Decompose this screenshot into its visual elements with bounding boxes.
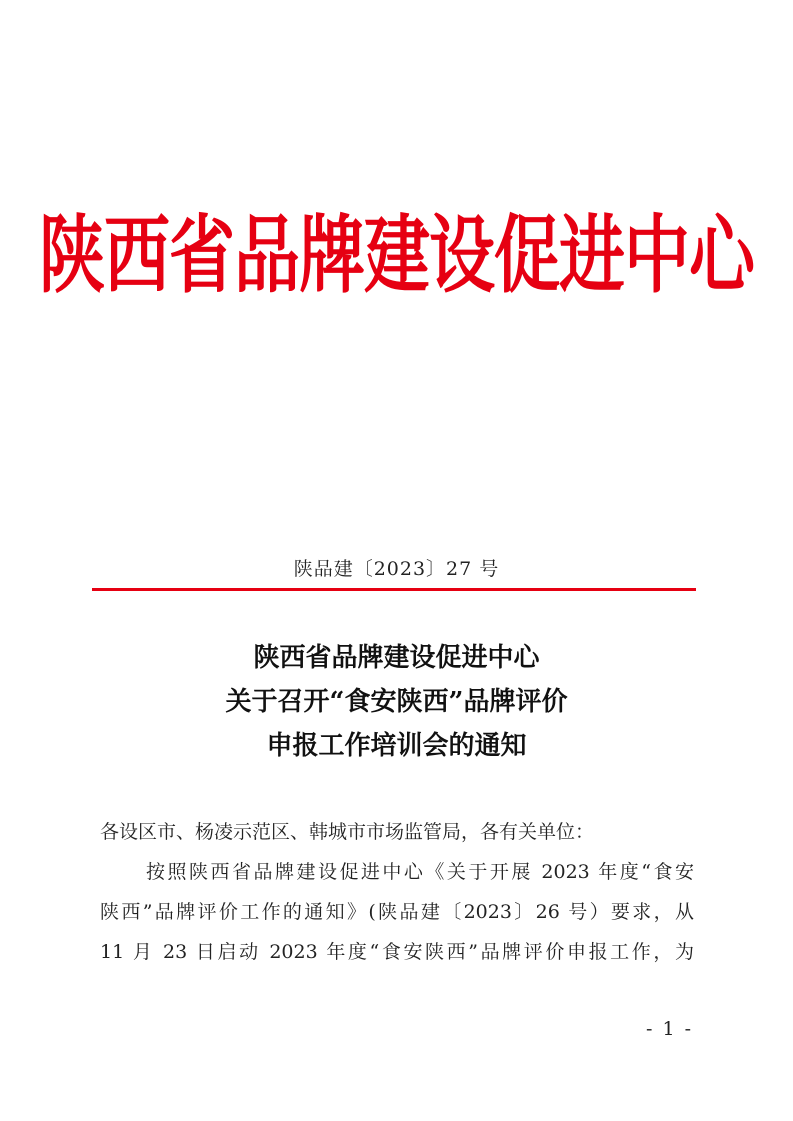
title-line-3: 申报工作培训会的通知 [266,731,527,761]
paragraph-line: 按照陕西省品牌建设促进中心《关于开展 2023 年度“食安 [146,861,694,883]
salutation: 各设区市、杨凌示范区、韩城市市场监管局，各有关单位： [100,821,595,843]
title-line-2: 关于召开“食安陕西”品牌评价 [225,687,568,717]
paragraph-line: 陕西”品牌评价工作的通知》(陕品建〔2023〕26 号）要求，从 [100,901,694,923]
document-number: 陕品建〔2023〕27 号 [293,558,500,580]
page-number: - 1 - [645,1018,693,1040]
masthead-org-name: 陕西省品牌建设促进中心 [39,205,754,305]
paragraph-line: 11 月 23 日启动 2023 年度“食安陕西”品牌评价申报工作，为 [100,941,694,963]
red-divider-line [92,588,696,591]
title-line-1: 陕西省品牌建设促进中心 [253,643,540,673]
document-title [0,636,793,768]
document-body [100,812,694,972]
